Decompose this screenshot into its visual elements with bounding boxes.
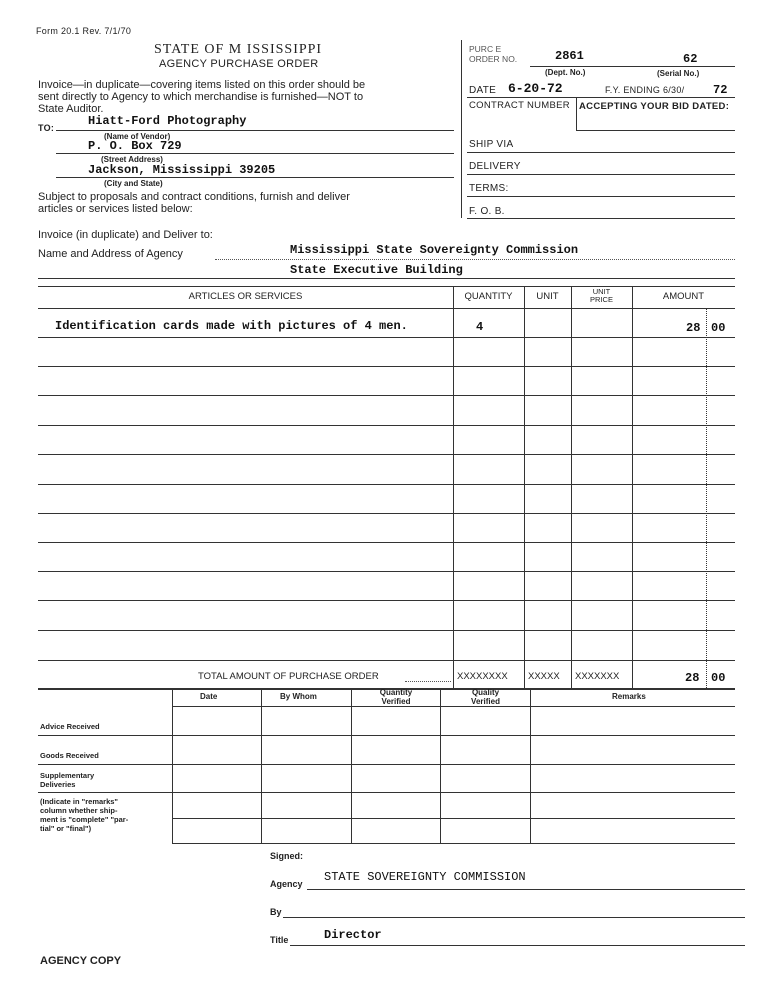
item-amount-dollars: 28 — [686, 321, 701, 335]
table-row — [38, 425, 735, 426]
agency-name: Mississippi State Sovereignty Commission — [290, 243, 579, 257]
dept-number: 2861 — [555, 49, 584, 63]
terms-label: TERMS: — [469, 183, 509, 194]
table-row — [38, 366, 735, 367]
street-caption: (Street Address) — [101, 155, 163, 164]
fob-label: F. O. B. — [469, 206, 505, 217]
signing-agency: STATE SOVEREIGNTY COMMISSION — [324, 870, 526, 884]
item-amount-cents: 00 — [711, 321, 726, 335]
delivery-label: DELIVERY — [469, 161, 521, 172]
po-date: 6-20-72 — [508, 81, 563, 96]
supplementary-deliveries-label: Supplementary Deliveries — [40, 771, 95, 789]
form-id: Form 20.1 Rev. 7/1/70 — [36, 26, 132, 36]
receipt-by-whom-header: By Whom — [280, 692, 317, 701]
total-quantity-x: XXXXXXXX — [457, 671, 508, 682]
shipment-note: (Indicate in "remarks" column whether ship- ment is "complete" "par- tial" or "final") — [40, 797, 129, 833]
agency-sign-label: Agency — [270, 879, 303, 889]
table-row — [38, 395, 735, 396]
agency-address: State Executive Building — [290, 263, 463, 277]
to-label: TO: — [38, 123, 55, 133]
vendor-street: P. O. Box 729 — [88, 139, 182, 153]
header-divider — [461, 40, 462, 218]
total-cents: 00 — [711, 671, 726, 685]
form-subtitle: AGENCY PURCHASE ORDER — [159, 58, 319, 70]
total-dollars: 28 — [685, 671, 700, 685]
quality-verified-header: Quality Verified — [471, 688, 500, 706]
fy-year: 72 — [713, 83, 728, 97]
table-row — [38, 454, 735, 455]
agency-address-label: Name and Address of Agency — [38, 248, 183, 260]
deliver-to-label: Invoice (in duplicate) and Deliver to: — [38, 229, 213, 241]
date-label: DATE — [469, 85, 497, 96]
table-row — [38, 337, 735, 338]
invoice-instructions: Invoice—in duplicate—covering items listed on this order should be sent directly to Agency to which merchandise is furnished—NOT to State Auditor. — [38, 79, 366, 115]
po-label: PURC E ORDER NO. — [469, 44, 518, 64]
vendor-name-caption: (Name of Vendor) — [104, 132, 171, 141]
qty-verified-header: Quantity Verified — [379, 688, 413, 706]
table-row — [38, 660, 735, 661]
quantity-header: QUANTITY — [464, 291, 513, 302]
signed-label: Signed: — [270, 851, 303, 861]
dept-caption: (Dept. No.) — [545, 68, 586, 77]
bid-dated-label: ACCEPTING YOUR BID DATED: — [579, 101, 730, 112]
fy-label: F.Y. ENDING 6/30/ — [605, 85, 685, 95]
table-row — [38, 571, 735, 572]
item-quantity: 4 — [476, 320, 484, 334]
articles-header: ARTICLES OR SERVICES — [188, 291, 303, 302]
table-row — [38, 542, 735, 543]
total-label: TOTAL AMOUNT OF PURCHASE ORDER — [198, 671, 379, 682]
table-row — [38, 513, 735, 514]
total-price-x: XXXXXXX — [575, 671, 620, 682]
advice-received-label: Advice Received — [40, 722, 100, 731]
by-label: By — [270, 907, 282, 917]
form-title: STATE OF M ISSISSIPPI — [154, 42, 323, 57]
vendor-name: Hiatt-Ford Photography — [88, 114, 247, 128]
table-row — [38, 484, 735, 485]
table-row — [38, 600, 735, 601]
agency-copy-label: AGENCY COPY — [40, 955, 122, 967]
table-row — [38, 630, 735, 631]
unit-header: UNIT — [536, 291, 559, 302]
receipt-date-header: Date — [200, 692, 218, 701]
serial-number: 62 — [683, 52, 698, 66]
unit-price-header: UNIT PRICE — [590, 287, 613, 304]
total-unit-x: XXXXX — [528, 671, 560, 682]
contract-number-label: CONTRACT NUMBER — [469, 100, 570, 111]
ship-via-label: SHIP VIA — [469, 139, 514, 150]
remarks-header: Remarks — [612, 692, 646, 701]
item-description: Identification cards made with pictures of 4 men. — [55, 319, 408, 333]
serial-caption: (Serial No.) — [657, 69, 700, 78]
city-caption: (City and State) — [104, 179, 163, 188]
signer-title: Director — [324, 928, 382, 942]
vendor-city: Jackson, Mississippi 39205 — [88, 163, 276, 177]
title-label: Title — [270, 935, 289, 945]
goods-received-label: Goods Received — [40, 751, 99, 760]
subject-to-text: Subject to proposals and contract conditions, furnish and deliver articles or services listed below: — [38, 191, 350, 215]
amount-header: AMOUNT — [662, 291, 705, 302]
